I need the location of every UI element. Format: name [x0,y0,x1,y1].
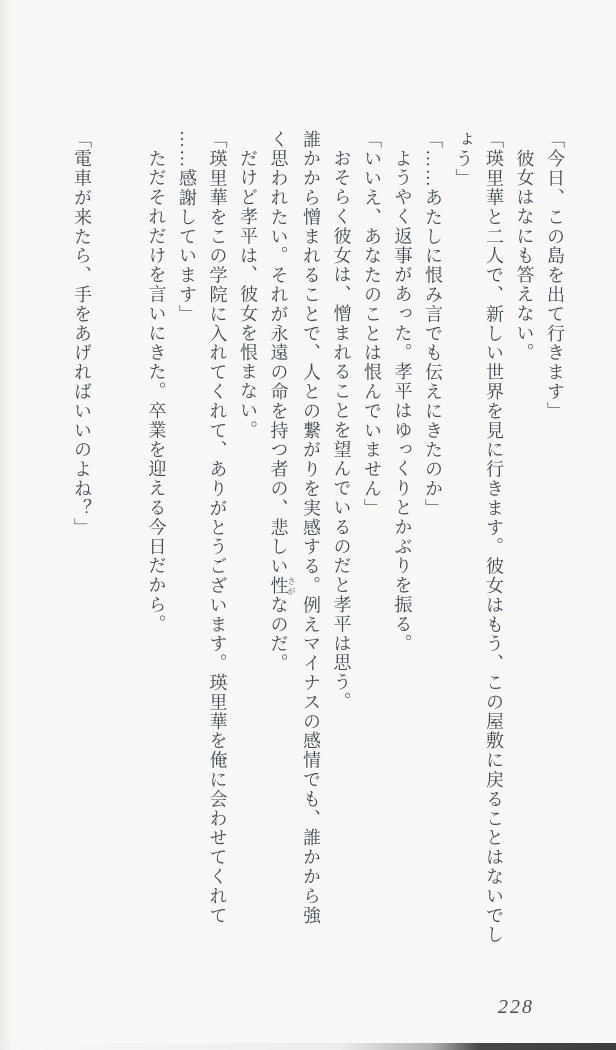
text-line: 「瑛里華と二人で、新しい世界を見に行きます。彼女はもう、この屋敷に戻ることはないでし [484,130,504,945]
text-area [67,130,571,952]
text-line: 「瑛里華をこの学院に入れてくれて、ありがとうございます。瑛里華を俺に会わせてくれて [207,130,228,926]
text-line: 「今日、この島を出て行きます」 [545,130,565,421]
furigana-ruby: 性さが [268,576,296,596]
blank-line [97,130,119,952]
text-line: 「いいえ、あなたのことは恨んでいません」 [362,130,382,518]
text-line: 誰かから憎まれることで、人との繋がりを実感する。例えマイナスの感情でも、誰かから強 [301,130,321,926]
text-line: ……感謝しています」 [177,130,197,324]
text-line: く思われたい。それが永遠の命を持つ者の、悲しい性さがなのだ。 [268,130,296,674]
text-line: ようやく返事があった。孝平はゆっくりとかぶりを振る。 [392,149,413,654]
text-line: 彼女はなにも答えない。 [514,149,535,363]
blank-line [119,130,141,952]
text-line: 「……あたしに恨み言でも伝えにきたのか」 [423,130,443,518]
page-number: 228 [498,996,534,1018]
page-left-edge-shade [0,0,14,1050]
text-line: 「電車が来たら、手をあげればいいのよね？」 [72,130,92,538]
text-line: だけど孝平は、彼女を恨まない。 [238,149,258,440]
text-line: ただそれだけを言いにきた。卒業を迎える今日だから。 [146,149,167,634]
text-line: おそらく彼女は、憎まれることを望んでいるのだと孝平は思う。 [331,149,352,712]
text-line: ょう」 [453,130,474,189]
page-bottom-edge-shadow [0,1043,616,1050]
